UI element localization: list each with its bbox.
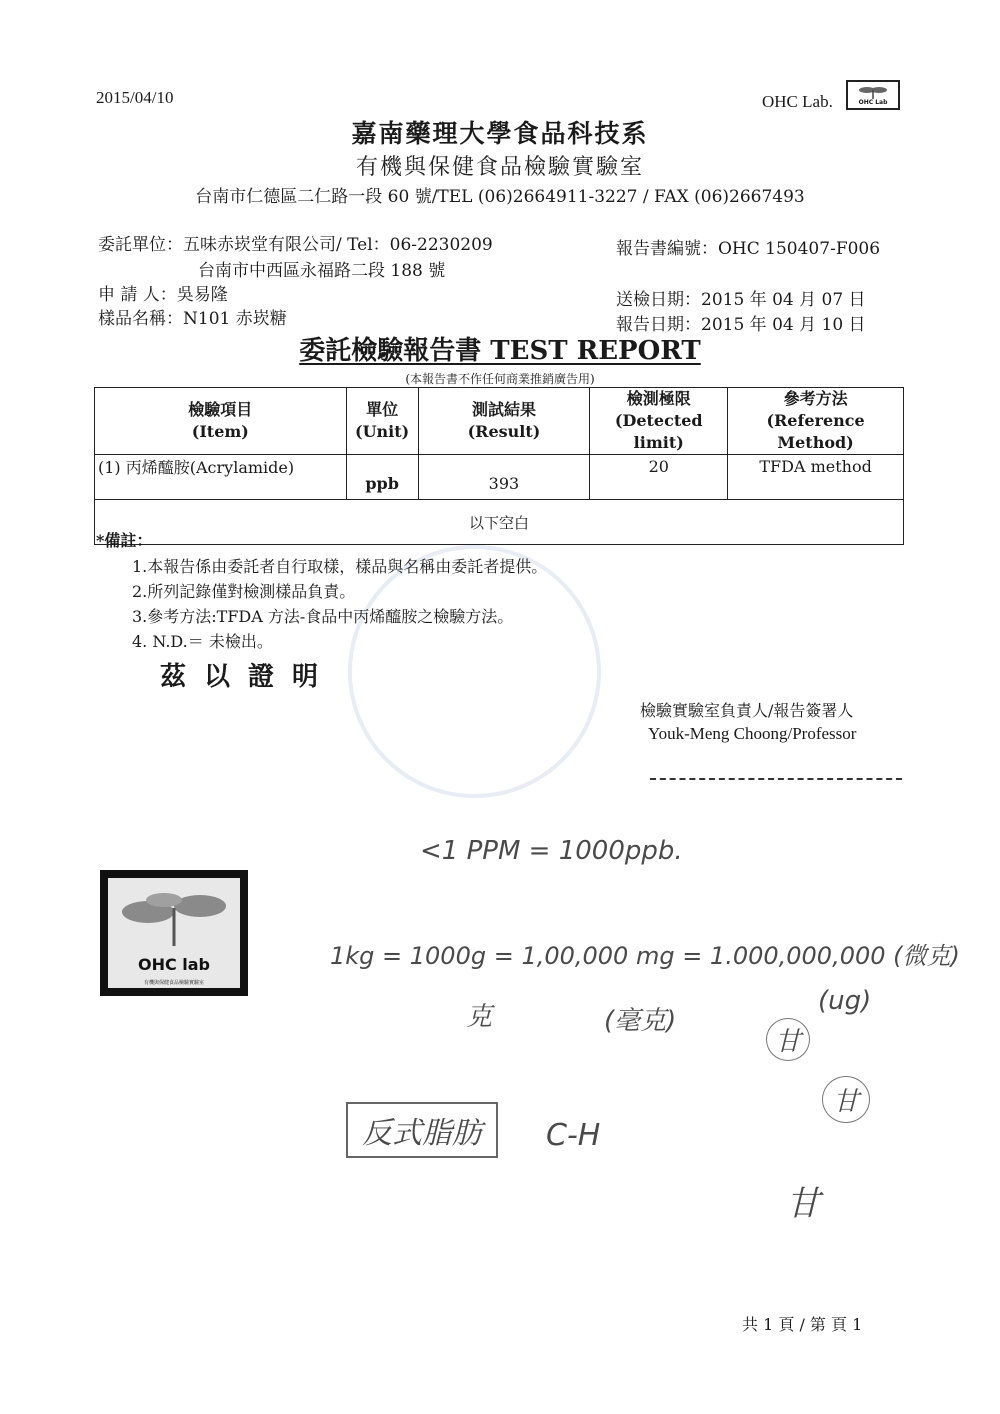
ohc-logo-small-text: OHC Lab [858,99,888,106]
table-header-row [95,388,904,455]
header-item: 檢驗項目 (Item) [95,388,347,455]
university-name: 嘉南藥理大學食品科技系 [351,119,649,148]
report-number-label: 報告書編號： [616,239,718,259]
report-date-header: 2015/04/10 [96,88,174,107]
ohc-lab-logo [100,870,248,996]
ohc-lab-logo-name: OHC lab [137,955,211,974]
applicant-line [98,280,228,305]
page-number: 共 1 頁 / 第 頁 1 [742,1315,863,1334]
report-number-line [616,234,880,259]
cell-unit: ppb [346,455,418,500]
applicant-value: 吳易隆 [176,285,228,305]
laboratory-name: 有機與保健食品檢驗實驗室 [355,155,644,180]
handwritten-unit-conversion: 1kg = 1000g = 1,00,000 mg = 1.000,000,000 (微克) [330,942,960,970]
lab-short-name: OHC Lab. [762,92,833,111]
report-number-value: OHC 150407-F006 [718,239,881,259]
handwritten-ppm-note: <1 PPM = 1000ppb. [420,836,683,866]
signer-name: Youk-Meng Choong/Professor [648,724,857,743]
handwritten-gan-3: 甘 [786,1184,820,1224]
handwritten-trans-fat: 反式脂肪 [346,1102,498,1158]
blank-note: 以下空白 [95,500,904,545]
ohc-lab-logo-caption: 有機與保健食品檢驗實驗室 [143,980,204,986]
cell-item: (1) 丙烯醯胺(Acrylamide) [95,455,347,500]
sprout-icon [848,82,898,100]
report-subtitle: (本報告書不作任何商業推銷廣告用) [405,372,595,386]
report-date-value: 2015 年 04 月 10 日 [701,315,866,335]
remarks-heading: *備註： [96,531,153,550]
remark-item-1: 1.本報告係由委託者自行取樣，樣品與名稱由委託者提供。 [132,557,548,576]
table-row [95,455,904,500]
sample-label: 樣品名稱： [98,309,183,329]
header-method: 參考方法 (Reference Method) [728,388,904,455]
client-unit-label: 委託單位： [98,235,183,255]
cell-method: TFDA method [728,455,904,500]
handwritten-gan-2: 甘 [822,1076,870,1123]
handwritten-ch-bond: C-H [546,1118,601,1153]
report-date-label: 報告日期： [616,315,701,335]
test-result-table [94,387,904,545]
submit-date-label: 送檢日期： [616,290,701,310]
submit-date-value: 2015 年 04 月 07 日 [701,290,866,310]
sprout-logo-icon [108,878,240,948]
applicant-label: 申 請 人： [98,285,177,305]
handwritten-milligram: (毫克) [604,1006,677,1036]
header-limit: 檢測極限 (Detected limit) [590,388,728,455]
client-unit-line [98,230,493,255]
header-result: 測試結果 (Result) [418,388,590,455]
report-title: 委託檢驗報告書 TEST REPORT [299,336,701,366]
header-unit: 單位 (Unit) [346,388,418,455]
remark-item-3: 3.參考方法:TFDA 方法-食品中丙烯醯胺之檢驗方法。 [132,607,514,626]
remark-item-2: 2.所列記錄僅對檢測樣品負責。 [132,582,356,601]
handwritten-gan-1: 甘 [766,1018,810,1061]
handwritten-microgram: (ug) [818,986,872,1016]
submit-date-line [616,285,866,310]
remark-item-4: 4. N.D.＝ 未檢出。 [132,632,273,651]
sample-line [98,304,287,329]
signer-title: 檢驗實驗室負責人/報告簽署人 [640,701,854,720]
cell-result: 393 [418,455,590,500]
certification-text: 茲以證明 [160,662,337,692]
table-blank-row [95,500,904,545]
client-address: 台南市中西區永福路二段 188 號 [198,261,446,281]
watermark-seal [348,545,601,798]
ohc-logo-small [846,80,900,110]
handwritten-gram: 克 [466,1002,493,1032]
client-unit-value: 五味赤崁堂有限公司/ Tel：06-2230209 [183,235,493,255]
laboratory-address: 台南市仁德區二仁路一段 60 號/TEL (06)2664911-3227 / FAX (06)2667493 [195,187,805,207]
cell-limit: 20 [590,455,728,500]
signature-line [650,778,902,780]
sample-value: N101 赤崁糖 [183,309,287,329]
